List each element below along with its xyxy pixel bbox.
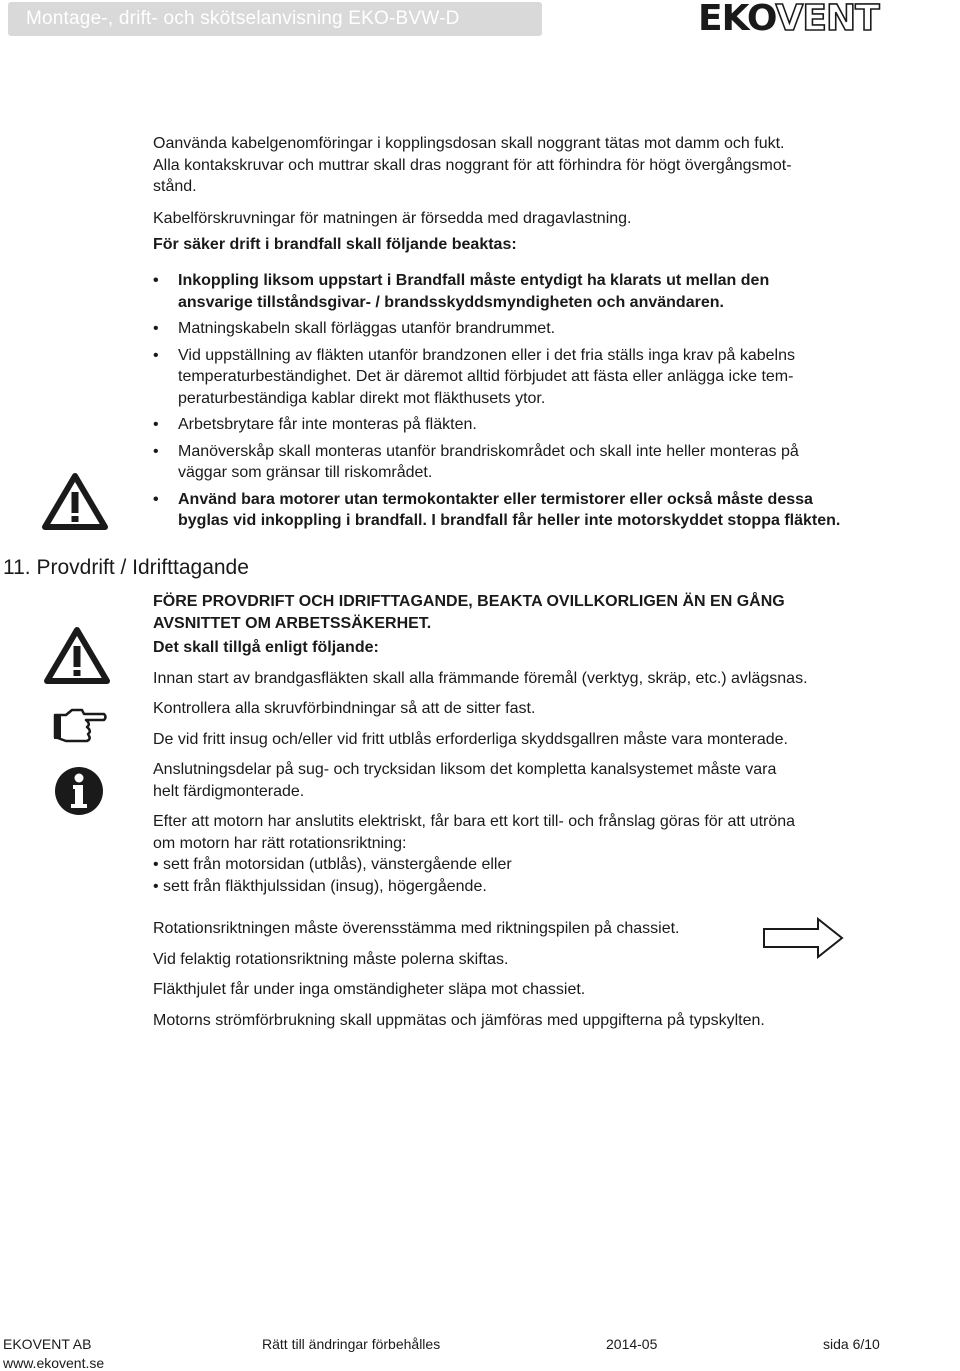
commissioning-section: [153, 591, 888, 1031]
paragraph: Motorns strömförbrukning skall uppmätas och jämföras med uppgifterna på typskylten.: [153, 1011, 765, 1029]
paragraph: Kontrollera alla skruvförbindningar så att de sitter fast.: [153, 700, 536, 717]
paragraph-line: • sett från motorsidan (utblås), vänstergående eller: [153, 856, 512, 873]
paragraph: De vid fritt insug och/eller vid fritt utblås erforderliga skyddsgallren måste vara monterade.: [153, 730, 788, 748]
section-heading: 11. Provdrift / Idrifttagande: [3, 556, 249, 579]
list-item: • Använd bara motorer utan termokontakter eller termistorer eller också måste dessa byglas vid inkoppling i brandfall. I brandfall får heller inte motorskyddet stoppa fläkten.: [153, 489, 888, 532]
paragraph: Oanvända kabelgenomföringar i kopplingsdosan skall noggrant tätas mot damm och fukt.: [153, 135, 785, 152]
paragraph-line: helt färdigmonterade.: [153, 782, 305, 800]
paragraph: Fläkthjulet får under inga omständigheter släpa mot chassiet.: [153, 981, 586, 998]
paragraph-line: om motorn har rätt rotationsriktning:: [153, 834, 407, 852]
fire-safety-heading: För säker drift i brandfall skall följande beaktas:: [153, 236, 517, 253]
paragraph: Vid felaktig rotationsriktning måste polerna skiftas.: [153, 950, 509, 968]
footer-date: 2014-05: [606, 1336, 658, 1352]
paragraph-line: • sett från fläkthjulssidan (insug), högergående.: [153, 877, 487, 895]
direction-arrow-icon: [762, 917, 844, 959]
warning-icon: [42, 472, 108, 530]
footer-company: EKOVENT AB www.ekovent.se: [3, 1336, 105, 1371]
warning-text: FÖRE PROVDRIFT OCH IDRIFTTAGANDE, BEAKTA OVILLKORLIGEN ÄN EN GÅNG: [153, 593, 785, 610]
warning-text: AVSNITTET OM ARBETSSÄKERHET.: [153, 614, 432, 632]
paragraph: Kabelförskruvningar för matningen är försedda med dragavlastning.: [153, 209, 632, 227]
document-title: Montage-, drift- och skötselanvisning EKO-BVW-D: [26, 8, 460, 29]
electrical-notes: [153, 133, 888, 256]
warning-icon: [44, 626, 110, 684]
footer-website: www.ekovent.se: [3, 1355, 105, 1371]
header-bar: [8, 2, 542, 36]
ekovent-logo: EKOVENT: [698, 0, 879, 39]
paragraph-line: Efter att motorn har anslutits elektriskt, får bara ett kort till- och frånslag göras för att utröna: [153, 813, 796, 830]
paragraph: Innan start av brandgasfläkten skall alla främmande föremål (verktyg, skräp, etc.) avlägsnas.: [153, 669, 808, 687]
pointing-hand-icon: [52, 707, 108, 745]
paragraph: Rotationsriktningen måste överensstämma med riktningspilen på chassiet.: [153, 920, 680, 937]
footer-page-number: sida 6/10: [823, 1336, 880, 1352]
list-item: • Vid uppställning av fläkten utanför brandzonen eller i det fria ställs inga krav på kabelns temperaturbeständighet. Det är däremot alltid förbjudet att fästa eller anlägga icke tem- peraturbeständiga kablar direkt mot fläkthusets ytor.: [153, 345, 888, 410]
list-item: • Manöverskåp skall monteras utanför brandriskområdet och skall inte heller monteras på väggar som gränsar till riskområdet.: [153, 441, 888, 484]
list-item: • Arbetsbrytare får inte monteras på fläkten.: [153, 414, 888, 436]
list-item: • Matningskabeln skall förläggas utanför brandrummet.: [153, 318, 888, 340]
paragraph-line: Anslutningsdelar på sug- och trycksidan liksom det kompletta kanalsystemet måste vara: [153, 761, 777, 778]
info-icon: [54, 766, 104, 816]
subheading: Det skall tillgå enligt följande:: [153, 639, 379, 656]
paragraph-line: Alla kontakskruvar och muttrar skall dras noggrant för att förhindra för högt övergångsmot-: [153, 156, 792, 174]
list-item: • Inkoppling liksom uppstart i Brandfall måste entydigt ha klarats ut mellan den ansvarige tillståndsgivar- / brandsskyddsmyndigheten och användaren.: [153, 270, 888, 313]
paragraph-line: stånd.: [153, 178, 197, 195]
fire-safety-list: [153, 270, 888, 532]
footer-notice: Rätt till ändringar förbehålles: [262, 1336, 441, 1352]
